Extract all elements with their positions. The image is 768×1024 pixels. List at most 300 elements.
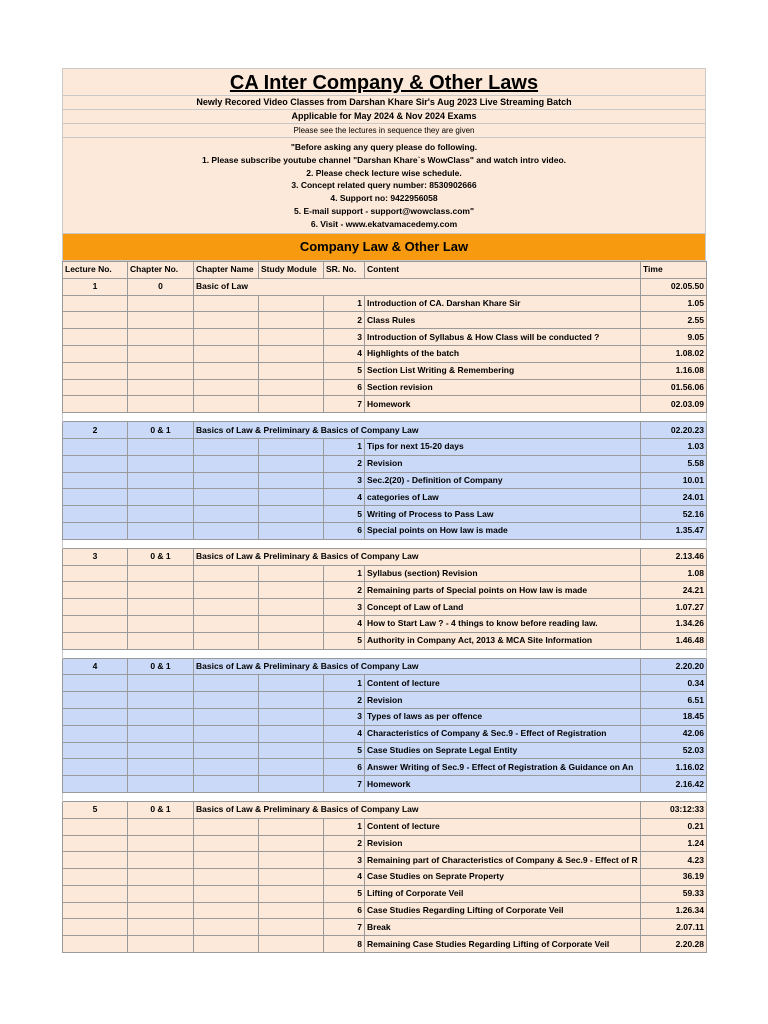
time-cell: 2.07.11 <box>641 919 707 936</box>
lecture-total-time: 02.20.23 <box>641 422 707 439</box>
sr-number: 4 <box>324 345 365 362</box>
lecture-number: 1 <box>63 278 128 295</box>
empty-cell <box>128 362 194 379</box>
time-cell: 18.45 <box>641 708 707 725</box>
time-cell: 1.03 <box>641 438 707 455</box>
column-header-row <box>63 262 707 279</box>
lecture-total-time: 2.20.20 <box>641 658 707 675</box>
time-cell: 2.16.42 <box>641 776 707 793</box>
sr-number: 4 <box>324 725 365 742</box>
sr-number: 1 <box>324 295 365 312</box>
empty-cell <box>194 675 259 692</box>
content-cell: Sec.2(20) - Definition of Company <box>365 472 641 489</box>
time-cell: 1.07.27 <box>641 599 707 616</box>
empty-cell <box>259 759 324 776</box>
empty-cell <box>128 759 194 776</box>
empty-cell <box>194 902 259 919</box>
content-row <box>63 522 707 539</box>
sr-number: 1 <box>324 675 365 692</box>
time-cell: 4.23 <box>641 852 707 869</box>
content-cell: Introduction of Syllabus & How Class will be conducted ? <box>365 329 641 346</box>
empty-cell <box>128 582 194 599</box>
empty-cell <box>128 438 194 455</box>
empty-cell <box>128 632 194 649</box>
empty-cell <box>194 362 259 379</box>
empty-cell <box>63 489 128 506</box>
empty-cell <box>194 725 259 742</box>
column-header: Chapter No. <box>128 262 194 279</box>
content-cell: Content of lecture <box>365 818 641 835</box>
content-cell: Authority in Company Act, 2013 & MCA Site Information <box>365 632 641 649</box>
content-row <box>63 835 707 852</box>
notice-line: 5. E-mail support - support@wowclass.com" <box>294 205 474 216</box>
empty-cell <box>63 362 128 379</box>
content-cell: Writing of Process to Pass Law <box>365 506 641 523</box>
notice-line: 6. Visit - www.ekatvamacedemy.com <box>310 218 458 229</box>
empty-cell <box>63 565 128 582</box>
sr-number: 5 <box>324 632 365 649</box>
chapter-name: Basics of Law & Preliminary & Basics of Company Law <box>194 801 641 818</box>
empty-cell <box>194 565 259 582</box>
empty-cell <box>63 759 128 776</box>
empty-cell <box>128 506 194 523</box>
time-cell: 1.24 <box>641 835 707 852</box>
content-row <box>63 885 707 902</box>
content-row <box>63 632 707 649</box>
empty-cell <box>194 818 259 835</box>
time-cell: 1.05 <box>641 295 707 312</box>
lecture-number: 5 <box>63 801 128 818</box>
empty-cell <box>128 835 194 852</box>
empty-cell <box>63 329 128 346</box>
sr-number: 3 <box>324 472 365 489</box>
chapter-number: 0 & 1 <box>128 658 194 675</box>
notice-line: 1. Please subscribe youtube channel "Darshan Khare`s WowClass" and watch intro video. <box>201 154 567 165</box>
content-cell: Break <box>365 919 641 936</box>
content-row <box>63 379 707 396</box>
sr-number: 5 <box>324 362 365 379</box>
empty-cell <box>194 885 259 902</box>
empty-cell <box>63 919 128 936</box>
empty-cell <box>63 675 128 692</box>
time-cell: 0.34 <box>641 675 707 692</box>
sr-number: 5 <box>324 885 365 902</box>
lecture-row <box>63 278 707 295</box>
sr-number: 6 <box>324 522 365 539</box>
empty-cell <box>259 708 324 725</box>
chapter-number: 0 & 1 <box>128 548 194 565</box>
content-row <box>63 776 707 793</box>
empty-cell <box>194 869 259 886</box>
sr-number: 2 <box>324 835 365 852</box>
notice-block <box>62 138 706 234</box>
time-cell: 2.20.28 <box>641 936 707 953</box>
sr-number: 1 <box>324 565 365 582</box>
empty-cell <box>63 396 128 413</box>
empty-cell <box>259 489 324 506</box>
empty-cell <box>194 522 259 539</box>
chapter-name: Basics of Law & Preliminary & Basics of Company Law <box>194 658 641 675</box>
column-header: Lecture No. <box>63 262 128 279</box>
content-row <box>63 312 707 329</box>
time-cell: 24.01 <box>641 489 707 506</box>
notice-line: 3. Concept related query number: 8530902666 <box>291 180 477 191</box>
spacer-row <box>63 539 707 548</box>
empty-cell <box>128 345 194 362</box>
content-cell: Homework <box>365 396 641 413</box>
spacer-cell <box>63 792 707 801</box>
content-cell: Case Studies on Seprate Legal Entity <box>365 742 641 759</box>
empty-cell <box>128 776 194 793</box>
sr-number: 6 <box>324 759 365 776</box>
sr-number: 1 <box>324 818 365 835</box>
empty-cell <box>63 522 128 539</box>
content-row <box>63 852 707 869</box>
chapter-number: 0 & 1 <box>128 422 194 439</box>
empty-cell <box>259 599 324 616</box>
time-cell: 1.08.02 <box>641 345 707 362</box>
time-cell: 5.58 <box>641 455 707 472</box>
empty-cell <box>259 675 324 692</box>
empty-cell <box>63 312 128 329</box>
content-cell: Revision <box>365 692 641 709</box>
content-row <box>63 329 707 346</box>
spreadsheet <box>62 68 706 953</box>
content-row <box>63 869 707 886</box>
subtitle-line: Newly Recored Video Classes from Darshan Khare Sir's Aug 2023 Live Streaming Batch <box>62 96 706 110</box>
content-row <box>63 919 707 936</box>
empty-cell <box>128 312 194 329</box>
content-row <box>63 759 707 776</box>
empty-cell <box>128 692 194 709</box>
empty-cell <box>63 742 128 759</box>
content-cell: categories of Law <box>365 489 641 506</box>
content-row <box>63 599 707 616</box>
lecture-total-time: 03:12:33 <box>641 801 707 818</box>
empty-cell <box>63 902 128 919</box>
column-header: SR. No. <box>324 262 365 279</box>
chapter-number: 0 & 1 <box>128 801 194 818</box>
sr-number: 8 <box>324 936 365 953</box>
empty-cell <box>63 506 128 523</box>
empty-cell <box>128 455 194 472</box>
empty-cell <box>194 759 259 776</box>
content-row <box>63 396 707 413</box>
content-row <box>63 902 707 919</box>
chapter-name: Basics of Law & Preliminary & Basics of Company Law <box>194 422 641 439</box>
chapter-name: Basics of Law & Preliminary & Basics of Company Law <box>194 548 641 565</box>
time-cell: 42.06 <box>641 725 707 742</box>
empty-cell <box>259 522 324 539</box>
content-cell: Highlights of the batch <box>365 345 641 362</box>
sr-number: 6 <box>324 379 365 396</box>
empty-cell <box>194 632 259 649</box>
content-row <box>63 615 707 632</box>
empty-cell <box>259 936 324 953</box>
sequence-note: Please see the lectures in sequence they are given <box>62 124 706 138</box>
time-cell: 1.26.34 <box>641 902 707 919</box>
sheet-title: CA Inter Company & Other Laws <box>62 68 706 96</box>
empty-cell <box>128 852 194 869</box>
sr-number: 2 <box>324 312 365 329</box>
empty-cell <box>194 472 259 489</box>
lecture-total-time: 02.05.50 <box>641 278 707 295</box>
empty-cell <box>63 295 128 312</box>
empty-cell <box>128 396 194 413</box>
empty-cell <box>128 379 194 396</box>
content-row <box>63 295 707 312</box>
lecture-number: 3 <box>63 548 128 565</box>
empty-cell <box>63 438 128 455</box>
content-cell: Content of lecture <box>365 675 641 692</box>
content-cell: Tips for next 15-20 days <box>365 438 641 455</box>
empty-cell <box>259 362 324 379</box>
spacer-row <box>63 413 707 422</box>
content-cell: Case Studies on Seprate Property <box>365 869 641 886</box>
lecture-row <box>63 658 707 675</box>
empty-cell <box>259 725 324 742</box>
sr-number: 2 <box>324 582 365 599</box>
content-row <box>63 345 707 362</box>
empty-cell <box>63 692 128 709</box>
empty-cell <box>63 615 128 632</box>
empty-cell <box>194 692 259 709</box>
empty-cell <box>63 582 128 599</box>
lecture-row <box>63 801 707 818</box>
empty-cell <box>128 742 194 759</box>
content-cell: Revision <box>365 455 641 472</box>
empty-cell <box>259 565 324 582</box>
empty-cell <box>128 565 194 582</box>
time-cell: 1.16.08 <box>641 362 707 379</box>
content-cell: Remaining Case Studies Regarding Lifting of Corporate Veil <box>365 936 641 953</box>
empty-cell <box>259 472 324 489</box>
content-row <box>63 472 707 489</box>
empty-cell <box>194 615 259 632</box>
content-row <box>63 455 707 472</box>
sr-number: 3 <box>324 852 365 869</box>
empty-cell <box>63 885 128 902</box>
empty-cell <box>128 489 194 506</box>
empty-cell <box>194 489 259 506</box>
empty-cell <box>194 295 259 312</box>
sr-number: 1 <box>324 438 365 455</box>
empty-cell <box>128 936 194 953</box>
content-cell: Types of laws as per offence <box>365 708 641 725</box>
empty-cell <box>128 919 194 936</box>
sr-number: 6 <box>324 902 365 919</box>
content-row <box>63 692 707 709</box>
sr-number: 7 <box>324 396 365 413</box>
content-cell: Revision <box>365 835 641 852</box>
content-row <box>63 565 707 582</box>
empty-cell <box>63 345 128 362</box>
empty-cell <box>194 852 259 869</box>
empty-cell <box>259 615 324 632</box>
empty-cell <box>63 708 128 725</box>
content-row <box>63 742 707 759</box>
spacer-cell <box>63 539 707 548</box>
empty-cell <box>194 396 259 413</box>
empty-cell <box>63 472 128 489</box>
empty-cell <box>259 379 324 396</box>
lecture-row <box>63 548 707 565</box>
content-row <box>63 438 707 455</box>
empty-cell <box>128 295 194 312</box>
lecture-table <box>62 261 707 953</box>
sr-number: 4 <box>324 869 365 886</box>
empty-cell <box>259 329 324 346</box>
content-cell: Special points on How law is made <box>365 522 641 539</box>
empty-cell <box>259 919 324 936</box>
empty-cell <box>259 345 324 362</box>
empty-cell <box>259 506 324 523</box>
empty-cell <box>194 455 259 472</box>
empty-cell <box>63 725 128 742</box>
empty-cell <box>128 725 194 742</box>
empty-cell <box>128 329 194 346</box>
empty-cell <box>259 632 324 649</box>
sr-number: 4 <box>324 615 365 632</box>
notice-line: 4. Support no: 9422956058 <box>330 193 438 204</box>
content-cell: Lifting of Corporate Veil <box>365 885 641 902</box>
time-cell: 52.03 <box>641 742 707 759</box>
content-row <box>63 675 707 692</box>
sr-number: 2 <box>324 455 365 472</box>
content-cell: Syllabus (section) Revision <box>365 565 641 582</box>
content-row <box>63 582 707 599</box>
content-cell: Characteristics of Company & Sec.9 - Effect of Registration <box>365 725 641 742</box>
time-cell: 1.16.02 <box>641 759 707 776</box>
content-cell: Remaining parts of Special points on How law is made <box>365 582 641 599</box>
time-cell: 02.03.09 <box>641 396 707 413</box>
column-header: Content <box>365 262 641 279</box>
time-cell: 0.21 <box>641 818 707 835</box>
sr-number: 3 <box>324 329 365 346</box>
empty-cell <box>194 776 259 793</box>
empty-cell <box>63 632 128 649</box>
empty-cell <box>128 885 194 902</box>
empty-cell <box>128 599 194 616</box>
sr-number: 3 <box>324 599 365 616</box>
time-cell: 1.46.48 <box>641 632 707 649</box>
sr-number: 7 <box>324 776 365 793</box>
time-cell: 9.05 <box>641 329 707 346</box>
chapter-name: Basic of Law <box>194 278 641 295</box>
section-title: Company Law & Other Law <box>62 234 706 261</box>
time-cell: 1.08 <box>641 565 707 582</box>
empty-cell <box>63 869 128 886</box>
column-header: Chapter Name <box>194 262 259 279</box>
empty-cell <box>259 776 324 793</box>
time-cell: 1.35.47 <box>641 522 707 539</box>
content-cell: Case Studies Regarding Lifting of Corporate Veil <box>365 902 641 919</box>
empty-cell <box>259 438 324 455</box>
empty-cell <box>194 438 259 455</box>
empty-cell <box>194 835 259 852</box>
content-row <box>63 362 707 379</box>
content-row <box>63 725 707 742</box>
empty-cell <box>259 295 324 312</box>
empty-cell <box>259 396 324 413</box>
empty-cell <box>194 379 259 396</box>
content-cell: Homework <box>365 776 641 793</box>
empty-cell <box>194 582 259 599</box>
empty-cell <box>128 818 194 835</box>
empty-cell <box>194 742 259 759</box>
content-cell: How to Start Law ? - 4 things to know before reading law. <box>365 615 641 632</box>
empty-cell <box>63 936 128 953</box>
content-row <box>63 506 707 523</box>
content-row <box>63 489 707 506</box>
empty-cell <box>259 869 324 886</box>
sr-number: 5 <box>324 506 365 523</box>
content-cell: Section List Writing & Remembering <box>365 362 641 379</box>
empty-cell <box>194 936 259 953</box>
empty-cell <box>259 885 324 902</box>
empty-cell <box>259 312 324 329</box>
empty-cell <box>259 582 324 599</box>
sr-number: 7 <box>324 919 365 936</box>
empty-cell <box>259 902 324 919</box>
notice-line: 2. Please check lecture wise schedule. <box>306 167 462 178</box>
sr-number: 2 <box>324 692 365 709</box>
content-cell: Class Rules <box>365 312 641 329</box>
sr-number: 3 <box>324 708 365 725</box>
column-header: Time <box>641 262 707 279</box>
empty-cell <box>128 472 194 489</box>
empty-cell <box>194 708 259 725</box>
empty-cell <box>259 835 324 852</box>
time-cell: 6.51 <box>641 692 707 709</box>
time-cell: 01.56.06 <box>641 379 707 396</box>
empty-cell <box>128 522 194 539</box>
empty-cell <box>63 379 128 396</box>
lecture-row <box>63 422 707 439</box>
empty-cell <box>194 599 259 616</box>
empty-cell <box>63 776 128 793</box>
content-cell: Remaining part of Characteristics of Company & Sec.9 - Effect of R <box>365 852 641 869</box>
empty-cell <box>63 599 128 616</box>
empty-cell <box>259 455 324 472</box>
lecture-total-time: 2.13.46 <box>641 548 707 565</box>
empty-cell <box>194 919 259 936</box>
time-cell: 10.01 <box>641 472 707 489</box>
empty-cell <box>194 329 259 346</box>
empty-cell <box>259 742 324 759</box>
notice-line: "Before asking any query please do following. <box>290 142 478 152</box>
empty-cell <box>63 835 128 852</box>
content-row <box>63 818 707 835</box>
time-cell: 59.33 <box>641 885 707 902</box>
empty-cell <box>63 852 128 869</box>
empty-cell <box>194 345 259 362</box>
content-cell: Answer Writing of Sec.9 - Effect of Registration & Guidance on An <box>365 759 641 776</box>
empty-cell <box>259 692 324 709</box>
empty-cell <box>128 675 194 692</box>
time-cell: 2.55 <box>641 312 707 329</box>
content-cell: Section revision <box>365 379 641 396</box>
empty-cell <box>128 869 194 886</box>
column-header: Study Module <box>259 262 324 279</box>
content-row <box>63 708 707 725</box>
content-cell: Introduction of CA. Darshan Khare Sir <box>365 295 641 312</box>
empty-cell <box>63 818 128 835</box>
empty-cell <box>128 708 194 725</box>
time-cell: 52.16 <box>641 506 707 523</box>
empty-cell <box>128 902 194 919</box>
time-cell: 36.19 <box>641 869 707 886</box>
